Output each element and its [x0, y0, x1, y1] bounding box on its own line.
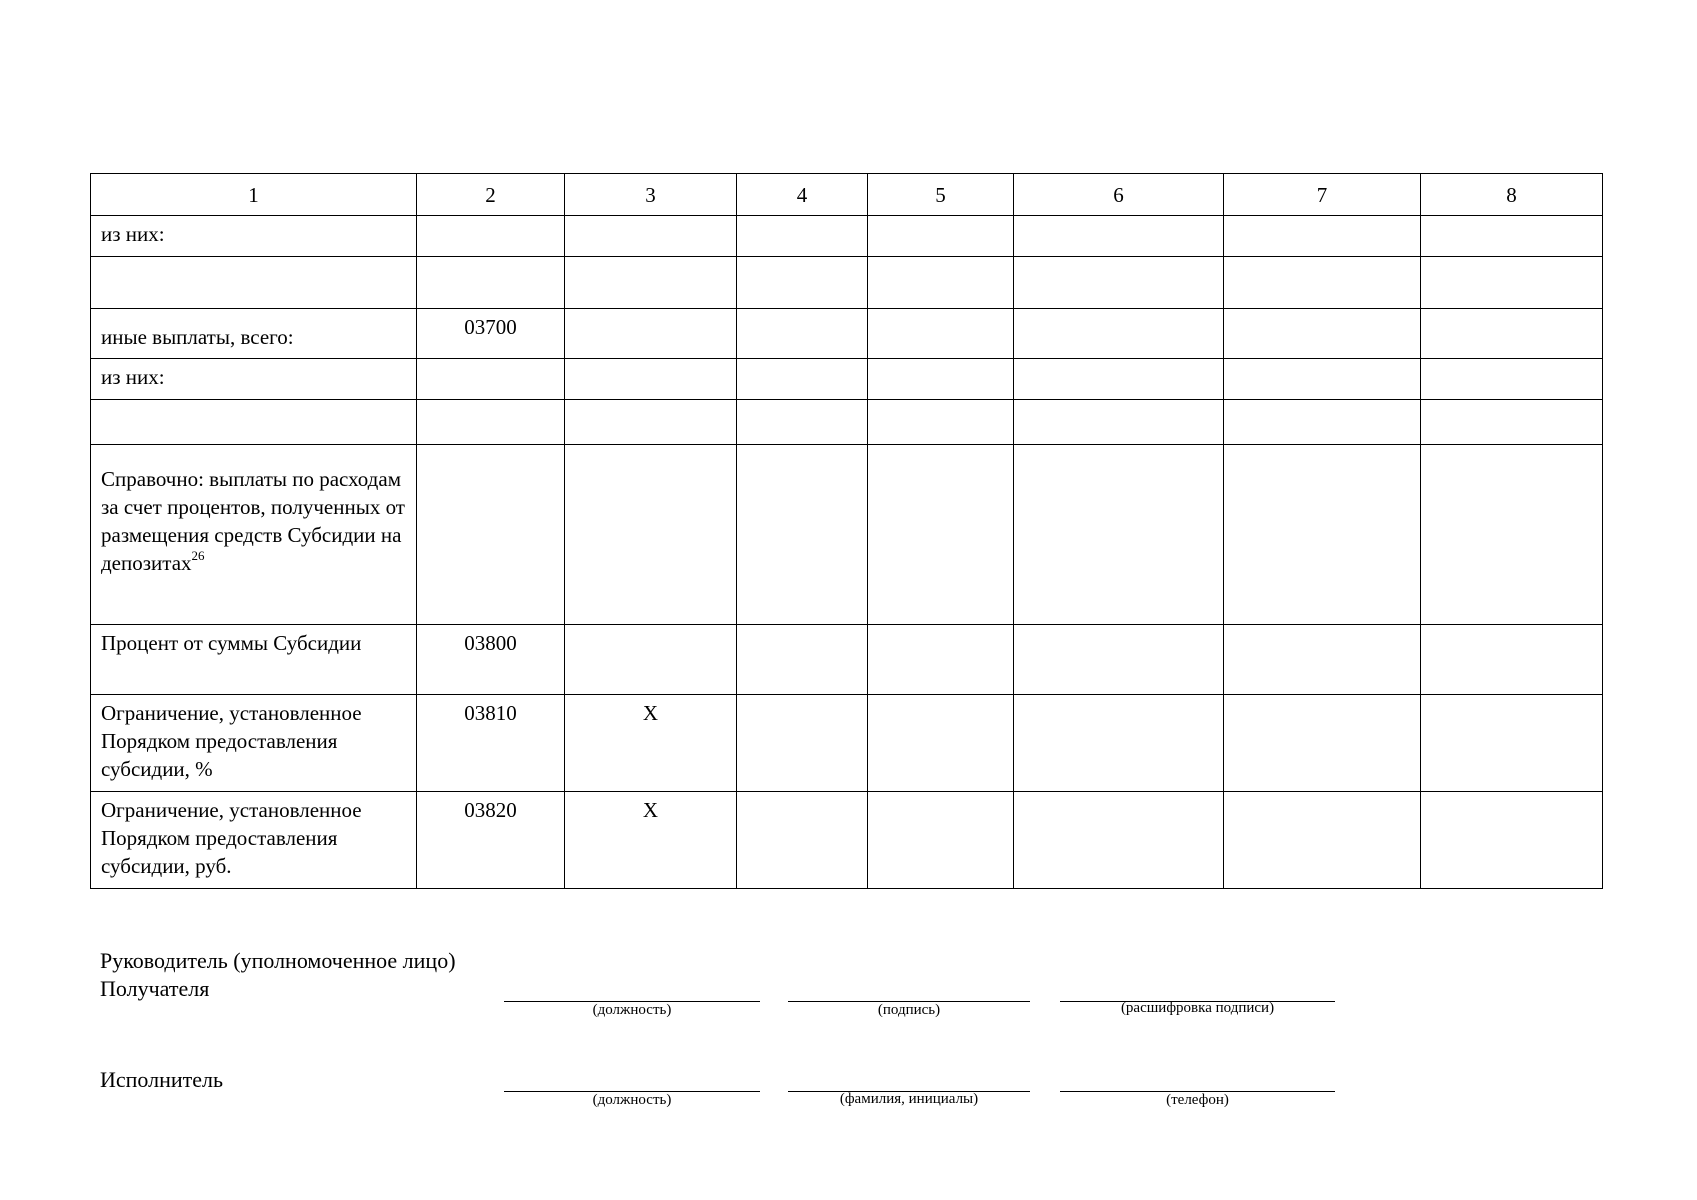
- data-cell: [1224, 216, 1421, 257]
- data-cell: [737, 625, 868, 695]
- row-label: из них:: [91, 216, 417, 257]
- table-row: [91, 625, 1603, 695]
- row-col3: X: [565, 792, 737, 889]
- row-code: [417, 400, 565, 445]
- data-cell: [1224, 257, 1421, 309]
- data-cell: [1224, 309, 1421, 359]
- data-cell: [737, 257, 868, 309]
- row-col3: [565, 400, 737, 445]
- executor-position-hint: (должность): [592, 1092, 672, 1108]
- data-cell: [1421, 257, 1603, 309]
- executor-phone-hint: (телефон): [1166, 1092, 1229, 1108]
- head-decoding-hint: (расшифровка подписи): [1120, 1000, 1275, 1016]
- data-cell: [737, 695, 868, 792]
- data-cell: [1421, 445, 1603, 625]
- data-cell: [1224, 445, 1421, 625]
- data-cell: [868, 257, 1014, 309]
- header-cell: 8: [1421, 174, 1603, 216]
- table-row: [91, 216, 1603, 257]
- table-row: [91, 359, 1603, 400]
- data-cell: [1014, 216, 1224, 257]
- data-cell: [1421, 359, 1603, 400]
- data-cell: [1014, 445, 1224, 625]
- data-cell: [868, 309, 1014, 359]
- reference-label-cell: [91, 445, 417, 625]
- data-cell: [1224, 400, 1421, 445]
- row-code: 03820: [417, 792, 565, 889]
- table-row: [91, 445, 1603, 625]
- data-cell: [737, 792, 868, 889]
- row-label: Процент от суммы Субсидии: [91, 625, 417, 695]
- row-col3: [565, 216, 737, 257]
- table-row: [91, 400, 1603, 445]
- header-cell: 7: [1224, 174, 1421, 216]
- data-cell: [1014, 309, 1224, 359]
- row-label: Ограничение, установленное Порядком предоставления субсидии, %: [91, 695, 417, 792]
- table-row: [91, 309, 1603, 359]
- row-col3: [565, 445, 737, 625]
- row-label: Ограничение, установленное Порядком предоставления субсидии, руб.: [91, 792, 417, 889]
- data-cell: [1224, 695, 1421, 792]
- table-header-row: [91, 174, 1603, 216]
- data-cell: [868, 792, 1014, 889]
- data-cell: [868, 695, 1014, 792]
- row-code: 03810: [417, 695, 565, 792]
- row-label: Справочно: выплаты по расходам за счет процентов, полученных от размещения средств Субсидии на депозитах: [101, 467, 405, 575]
- report-table: [90, 173, 1603, 889]
- row-code: [417, 445, 565, 625]
- row-code: 03700: [417, 309, 565, 359]
- data-cell: [737, 216, 868, 257]
- row-col3: [565, 309, 737, 359]
- header-cell: 6: [1014, 174, 1224, 216]
- data-cell: [1224, 792, 1421, 889]
- row-label: из них:: [91, 359, 417, 400]
- header-cell: 1: [91, 174, 417, 216]
- data-cell: [737, 400, 868, 445]
- header-cell: 3: [565, 174, 737, 216]
- data-cell: [1014, 792, 1224, 889]
- executor-label: Исполнитель: [100, 1067, 224, 1092]
- data-cell: [1014, 400, 1224, 445]
- data-cell: [1421, 792, 1603, 889]
- row-col3: [565, 625, 737, 695]
- row-label: иные выплаты, всего:: [91, 309, 417, 359]
- data-cell: [1014, 625, 1224, 695]
- header-cell: 5: [868, 174, 1014, 216]
- table-row: [91, 792, 1603, 889]
- data-cell: [1421, 625, 1603, 695]
- table-row: [91, 257, 1603, 309]
- data-cell: [868, 400, 1014, 445]
- data-cell: [1421, 695, 1603, 792]
- executor-name-hint: (фамилия, инициалы): [839, 1091, 979, 1107]
- data-cell: [737, 445, 868, 625]
- table-row: [91, 695, 1603, 792]
- row-label: [91, 400, 417, 445]
- data-cell: [1224, 359, 1421, 400]
- footnote-mark: 26: [191, 548, 205, 563]
- data-cell: [737, 309, 868, 359]
- row-col3: [565, 257, 737, 309]
- head-signature-hint: (подпись): [877, 1002, 941, 1018]
- header-cell: 2: [417, 174, 565, 216]
- data-cell: [737, 359, 868, 400]
- data-cell: [1224, 625, 1421, 695]
- data-cell: [1421, 400, 1603, 445]
- data-cell: [1421, 216, 1603, 257]
- row-label: [91, 257, 417, 309]
- data-cell: [868, 216, 1014, 257]
- data-cell: [1014, 359, 1224, 400]
- head-signature-label: Руководитель (уполномоченное лицо) Получателя: [100, 948, 456, 1001]
- data-cell: [1421, 309, 1603, 359]
- data-cell: [868, 359, 1014, 400]
- head-position-hint: (должность): [592, 1002, 672, 1018]
- header-cell: 4: [737, 174, 868, 216]
- row-code: 03800: [417, 625, 565, 695]
- data-cell: [868, 445, 1014, 625]
- row-code: [417, 257, 565, 309]
- row-col3: X: [565, 695, 737, 792]
- data-cell: [1014, 695, 1224, 792]
- data-cell: [1014, 257, 1224, 309]
- data-cell: [868, 625, 1014, 695]
- row-code: [417, 216, 565, 257]
- row-col3: [565, 359, 737, 400]
- row-code: [417, 359, 565, 400]
